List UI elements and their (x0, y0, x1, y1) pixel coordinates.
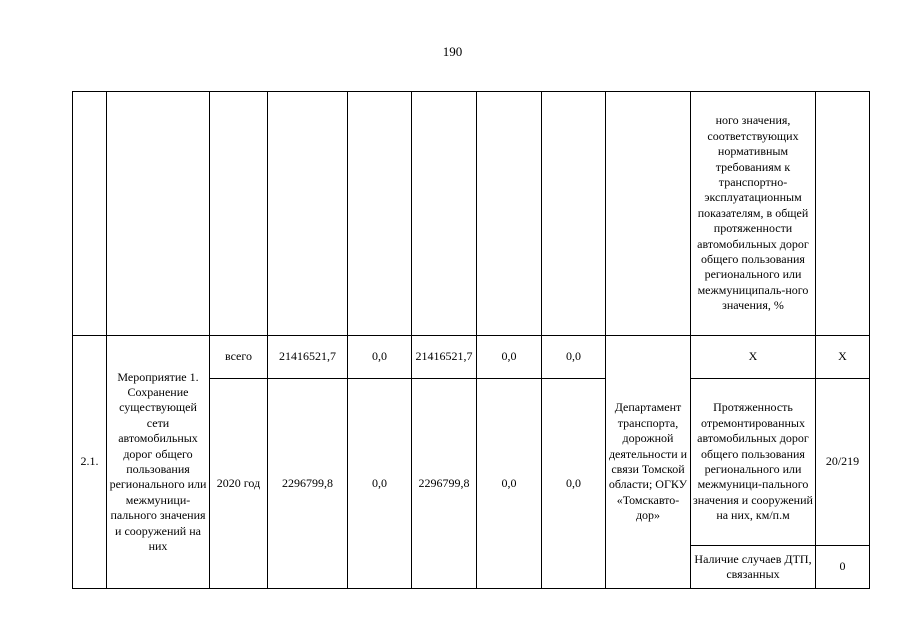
cell-empty (348, 92, 412, 336)
period-cell: 2020 год (210, 379, 268, 589)
cell-empty (606, 92, 691, 336)
cell-empty (210, 92, 268, 336)
other-cell: 0,0 (542, 379, 606, 589)
regional-cell: 21416521,7 (412, 336, 477, 379)
other-cell: 0,0 (542, 336, 606, 379)
continuation-row (73, 92, 870, 336)
cell-empty (268, 92, 348, 336)
period-cell: всего (210, 336, 268, 379)
cell-empty (477, 92, 542, 336)
local-cell: 0,0 (477, 379, 542, 589)
cell-empty (542, 92, 606, 336)
federal-cell: 0,0 (348, 379, 412, 589)
indicator-value-cell: 0 (816, 546, 870, 589)
cell-empty (816, 92, 870, 336)
indicator-cell: Наличие случаев ДТП, связанных (691, 546, 816, 589)
federal-cell: 0,0 (348, 336, 412, 379)
indicator-continuation-cell: ного значения, соответствующих нормативным требованиям к транспортно-эксплуатационным показателям, в общей протяженности автомобильных дорог общего пользования регионального или межмуниципаль-ного значения, % (691, 92, 816, 336)
total-cell: 21416521,7 (268, 336, 348, 379)
total-cell: 2296799,8 (268, 379, 348, 589)
measure-name-cell: Мероприятие 1. Сохранение существующей сети автомобильных дорог общего пользования регионального или межмуници-пального значения и сооружений на них (107, 336, 210, 589)
page-number: 190 (442, 44, 463, 59)
cell-empty (412, 92, 477, 336)
indicator-cell: Х (691, 336, 816, 379)
responsible-cell: Департамент транспорта, дорожной деятельности и связи Томской области; ОГКУ «Томскавто-дор» (606, 336, 691, 589)
local-cell: 0,0 (477, 336, 542, 379)
total-row (73, 336, 870, 379)
indicator-value-cell: Х (816, 336, 870, 379)
program-activities-table (72, 91, 870, 589)
indicator-cell: Протяженность отремонтированных автомобильных дорог общего пользования регионального или межмуници-пального значения и сооружений на них, км/п.м (691, 379, 816, 546)
row-number-cell: 2.1. (73, 336, 107, 589)
cell-empty (73, 92, 107, 336)
regional-cell: 2296799,8 (412, 379, 477, 589)
cell-empty (107, 92, 210, 336)
indicator-value-cell: 20/219 (816, 379, 870, 546)
